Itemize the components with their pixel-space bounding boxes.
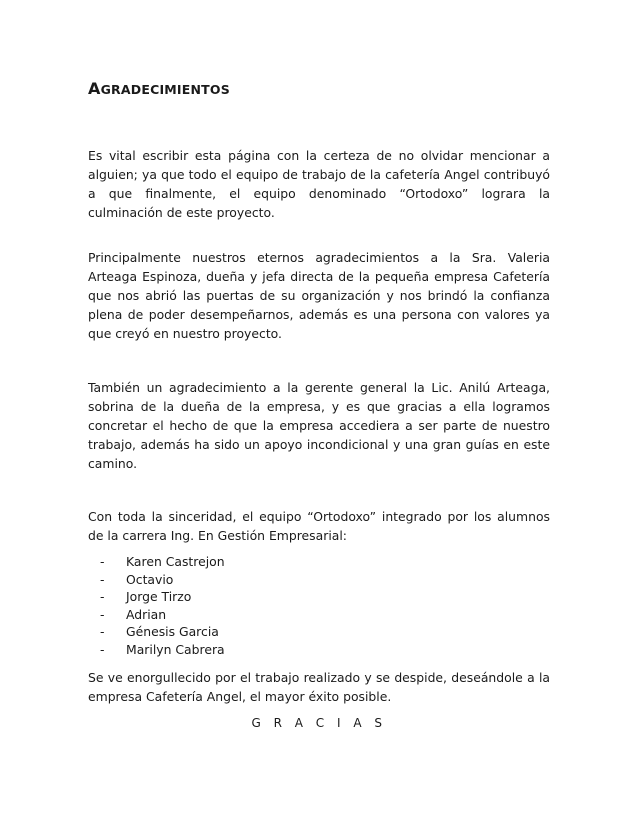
list-item	[100, 588, 225, 606]
member-name: Adrian	[126, 606, 167, 622]
dash-bullet: -	[100, 624, 105, 639]
page-title	[88, 79, 230, 98]
dash-bullet: -	[100, 554, 105, 569]
dash-bullet: -	[100, 606, 105, 622]
paragraph-manager-thanks: También un agradecimiento a la gerente general la Lic. Anilú Arteaga, sobrina de la dueña de la empresa, y es que gracias a ella logramos concretar el hecho de que la empresa accediera a ser parte de nuestro trabajo, además ha sido un apoyo incondicional y una gran guías en este camino.	[88, 380, 550, 471]
title-rest: GRADECIMIENTOS	[100, 82, 230, 97]
member-name: Génesis Garcia	[126, 624, 219, 639]
team-member-list	[100, 553, 225, 658]
list-item	[100, 623, 225, 641]
list-item	[100, 641, 225, 659]
member-name: Karen Castrejon	[126, 554, 225, 569]
title-first-letter: A	[88, 79, 101, 98]
list-item	[100, 606, 225, 624]
member-name: Jorge Tirzo	[126, 589, 192, 604]
paragraph-team-intro: Con toda la sinceridad, el equipo “Ortodoxo” integrado por los alumnos de la carrera Ing. En Gestión Empresarial:	[88, 509, 550, 543]
member-name: Octavio	[126, 571, 174, 587]
member-name: Marilyn Cabrera	[126, 641, 225, 657]
paragraph-owner-thanks: Principalmente nuestros eternos agradecimientos a la Sra. Valeria Arteaga Espinoza, dueña y jefa directa de la pequeña empresa Cafetería que nos abrió las puertas de su organización y nos brindó la confianza plena de poder desempeñarnos, además es una persona con valores ya que creyó en nuestro proyecto.	[88, 250, 550, 341]
paragraph-intro: Es vital escribir esta página con la certeza de no olvidar mencionar a alguien; ya que todo el equipo de trabajo de la cafetería Angel contribuyó a que finalmente, el equipo denominado “Ortodoxo” lograra la culminación de este proyecto.	[88, 148, 550, 220]
dash-bullet: -	[100, 589, 105, 604]
list-item	[100, 553, 225, 571]
dash-bullet: -	[100, 641, 105, 657]
list-item	[100, 571, 225, 589]
closing-thanks: G R A C I A S	[251, 716, 387, 730]
paragraph-farewell: Se ve enorgullecido por el trabajo realizado y se despide, deseándole a la empresa Cafetería Angel, el mayor éxito posible.	[88, 670, 550, 704]
dash-bullet: -	[100, 571, 105, 587]
